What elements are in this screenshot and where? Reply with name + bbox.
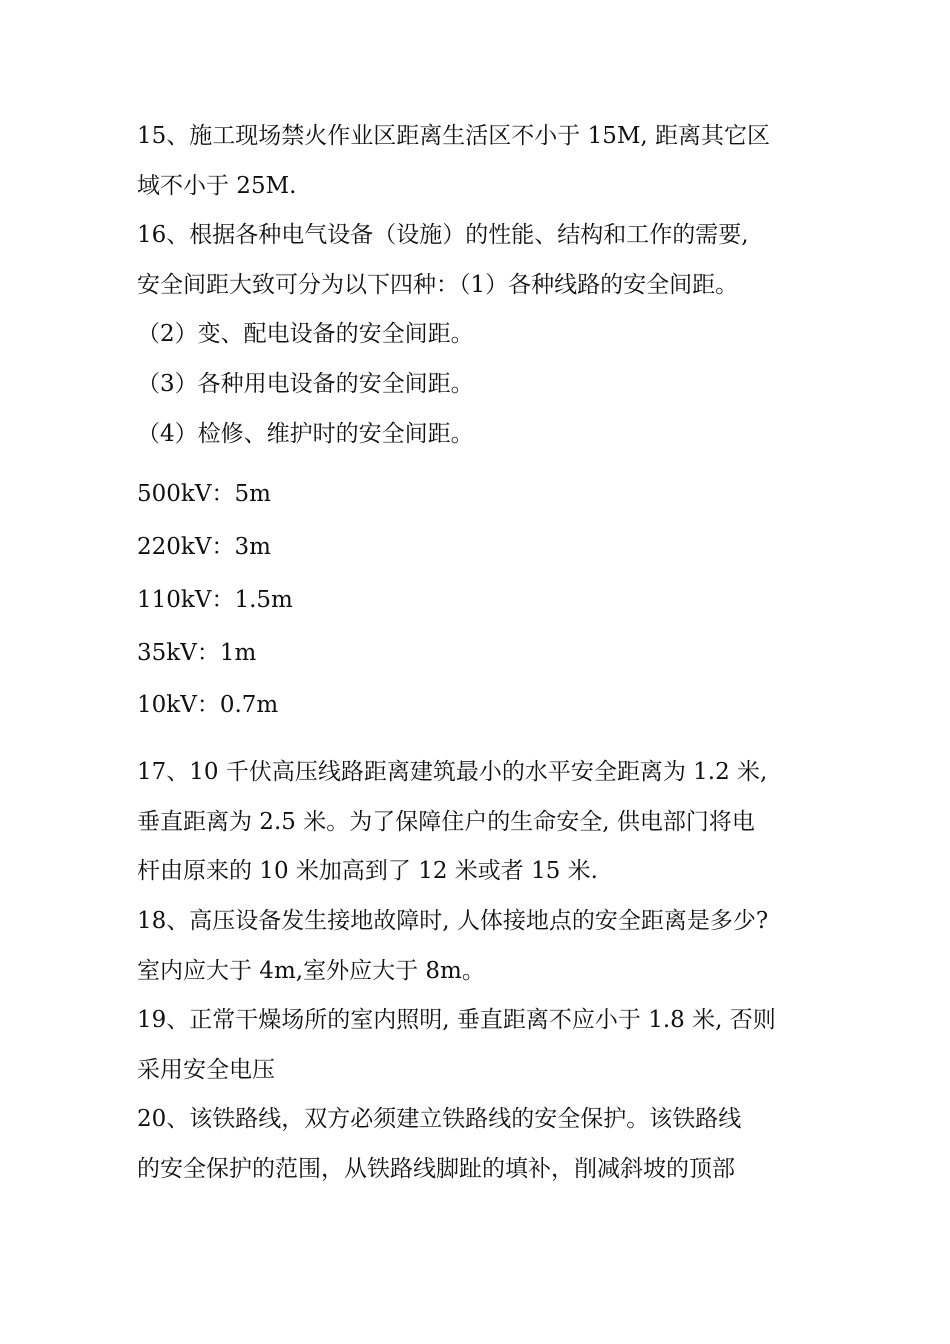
paragraph-line: 杆由原来的 10 米加高到了 12 米或者 15 米. bbox=[137, 858, 598, 885]
list-item: （3）各种用电设备的安全间距。 bbox=[137, 370, 474, 397]
paragraph-18 bbox=[137, 897, 827, 996]
voltage-distance-item: 500kV：5m bbox=[137, 481, 271, 508]
paragraph-19 bbox=[137, 996, 827, 1095]
spacer bbox=[137, 732, 827, 748]
paragraph-line: 20、该铁路线，双方必须建立铁路线的安全保护。该铁路线 bbox=[137, 1106, 742, 1133]
voltage-distance-item: 35kV：1m bbox=[137, 639, 257, 666]
paragraph-line: 域不小于 25M. bbox=[137, 172, 297, 199]
voltage-distance-item: 220kV：3m bbox=[137, 533, 271, 560]
list-item: （2）变、配电设备的安全间距。 bbox=[137, 321, 474, 348]
paragraph-line: 18、高压设备发生接地故障时, 人体接地点的安全距离是多少? bbox=[137, 907, 769, 934]
paragraph-line: 的安全保护的范围，从铁路线脚趾的填补，削减斜坡的顶部 bbox=[137, 1155, 735, 1182]
paragraph-15 bbox=[137, 112, 827, 211]
document-body bbox=[137, 112, 827, 1194]
paragraph-line: 安全间距大致可分为以下四种：（1）各种线路的安全间距。 bbox=[137, 271, 739, 298]
paragraph-line: 垂直距离为 2.5 米。为了保障住户的生命安全, 供电部门将电 bbox=[137, 808, 755, 835]
voltage-distance-item: 10kV：0.7m bbox=[137, 692, 279, 719]
paragraph-line: 19、正常干燥场所的室内照明, 垂直距离不应小于 1.8 米, 否则 bbox=[137, 1007, 776, 1034]
list-item: （4）检修、维护时的安全间距。 bbox=[137, 420, 474, 447]
paragraph-line: 16、根据各种电气设备（设施）的性能、结构和工作的需要, bbox=[137, 222, 749, 249]
paragraph-16 bbox=[137, 211, 827, 459]
voltage-distance-list bbox=[137, 468, 827, 732]
paragraph-17 bbox=[137, 748, 827, 897]
paragraph-line: 17、10 千伏高压线路距离建筑最小的水平安全距离为 1.2 米, bbox=[137, 759, 768, 786]
paragraph-20 bbox=[137, 1095, 827, 1194]
paragraph-line: 室内应大于 4m,室外应大于 8m。 bbox=[137, 957, 485, 984]
paragraph-line: 采用安全电压 bbox=[137, 1056, 275, 1083]
paragraph-line: 15、施工现场禁火作业区距离生活区不小于 15M, 距离其它区 bbox=[137, 123, 771, 149]
voltage-distance-item: 110kV：1.5m bbox=[137, 586, 293, 613]
